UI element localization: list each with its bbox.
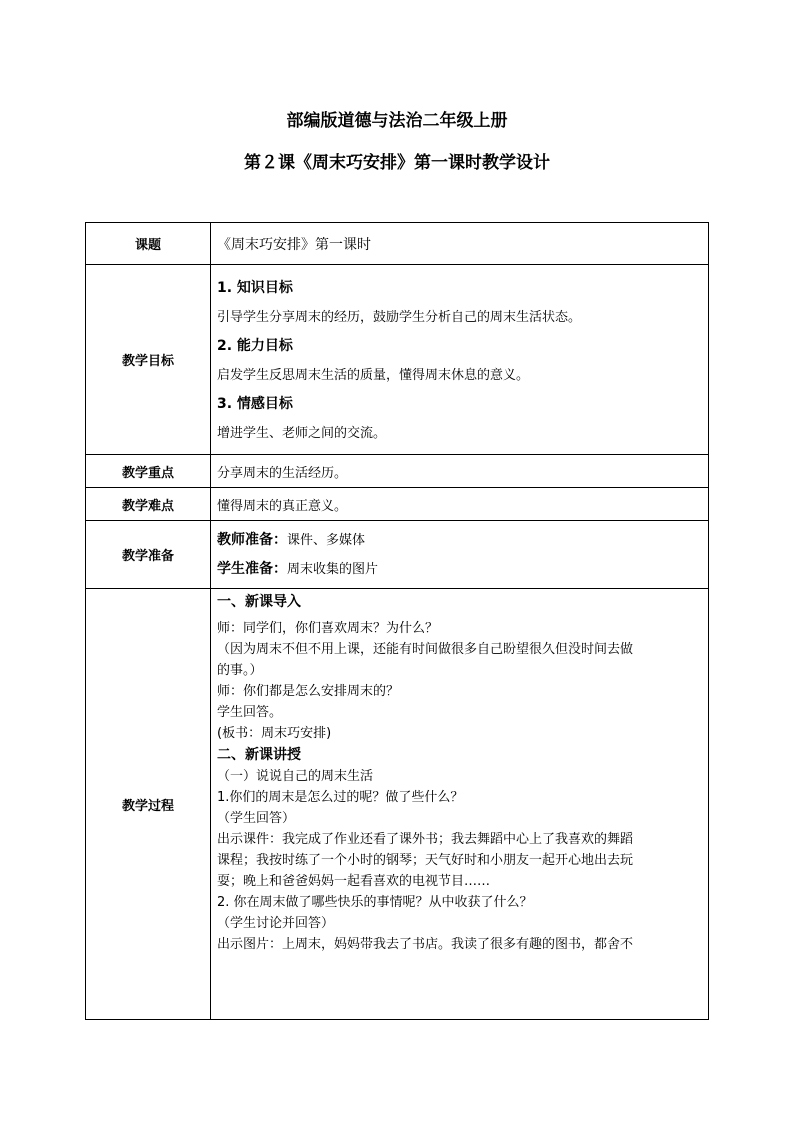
table-row-preparation <box>86 521 709 589</box>
paragraph: 2. 你在周末做了哪些快乐的事情呢？从中收获了什么？ <box>217 895 533 910</box>
paragraph: 的事。） <box>217 663 263 678</box>
preparation-label: 教学准备 <box>86 521 211 589</box>
process-text <box>217 589 702 1018</box>
paragraph: 出示课件：我完成了作业还看了课外书；我去舞蹈中心上了我喜欢的舞蹈 <box>217 832 634 847</box>
paragraph: （因为周末不但不用上课，还能有时间做很多自己盼望很久但没时间去做 <box>217 642 634 657</box>
objectives-label: 教学目标 <box>86 265 211 455</box>
key-points-value: 分享周末的生活经历。 <box>211 455 709 488</box>
paragraph: 学生回答。 <box>217 705 283 720</box>
teacher-preparation-label: 教师准备： <box>217 531 287 548</box>
objective-heading: 1. 知识目标 <box>217 279 293 296</box>
preparation-content <box>211 521 709 589</box>
table-row-key-points <box>86 455 709 488</box>
student-preparation <box>217 555 702 584</box>
teacher-preparation <box>217 526 702 555</box>
paragraph: (板书：周末巧安排) <box>217 726 332 741</box>
process-label: 教学过程 <box>86 589 211 1020</box>
paragraph: 耍；晚上和爸爸妈妈一起看喜欢的电视节目…… <box>217 874 491 889</box>
paragraph: （学生回答） <box>217 811 296 826</box>
paragraph: 课程；我按时练了一个小时的钢琴；天气好时和小朋友一起开心地出去玩 <box>217 853 634 868</box>
objective-text: 启发学生反思周末生活的质量，懂得周末休息的意义。 <box>217 367 530 383</box>
paragraph: 师：你们都是怎么安排周末的？ <box>217 684 400 699</box>
student-preparation-value: 周末收集的图片 <box>287 561 379 577</box>
teacher-preparation-value: 课件、多媒体 <box>287 532 366 548</box>
objective-text: 引导学生分享周末的经历，鼓励学生分析自己的周末生活状态。 <box>217 309 582 325</box>
objective-heading: 2. 能力目标 <box>217 337 293 354</box>
difficulties-label: 教学难点 <box>86 488 211 521</box>
paragraph: （一）说说自己的周末生活 <box>217 769 374 784</box>
objective-heading: 3. 情感目标 <box>217 395 293 412</box>
student-preparation-label: 学生准备： <box>217 560 287 577</box>
topic-label: 课题 <box>86 223 211 265</box>
lesson-plan-table <box>85 222 709 1020</box>
process-content <box>211 589 709 1020</box>
paragraph: 师：同学们，你们喜欢周末？为什么？ <box>217 621 439 636</box>
difficulties-value: 懂得周末的真正意义。 <box>211 488 709 521</box>
key-points-label: 教学重点 <box>86 455 211 488</box>
objective-text: 增进学生、老师之间的交流。 <box>217 425 387 441</box>
table-row-topic <box>86 223 709 265</box>
paragraph: 出示图片：上周末，妈妈带我去了书店。我读了很多有趣的图书，都舍不 <box>217 937 634 952</box>
objectives-content <box>211 265 709 455</box>
section-heading: 一、新课导入 <box>217 594 301 610</box>
table-row-process <box>86 589 709 1020</box>
table-row-difficulties <box>86 488 709 521</box>
lesson-title: 第２课《周末巧安排》第一课时教学设计 <box>244 153 550 173</box>
paragraph: 1.你们的周末是怎么过的呢？做了些什么？ <box>217 790 464 805</box>
paragraph: （学生讨论并回答） <box>217 916 335 931</box>
topic-value: 《周末巧安排》第一课时 <box>211 223 709 265</box>
section-heading: 二、新课讲授 <box>217 747 301 763</box>
table-row-objectives <box>86 265 709 455</box>
document-title: 部编版道德与法治二年级上册 <box>286 111 508 131</box>
